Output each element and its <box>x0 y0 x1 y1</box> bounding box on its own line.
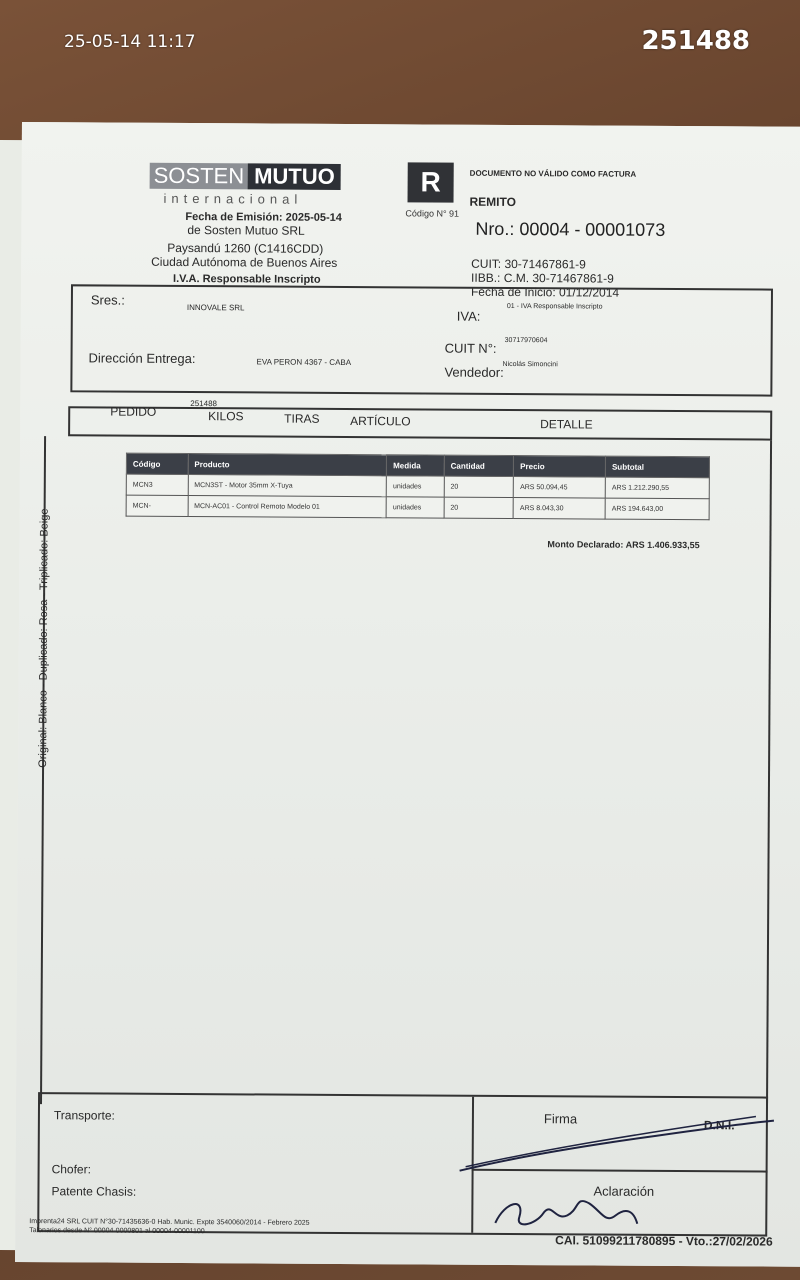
not-valid-notice: DOCUMENTO NO VÁLIDO COMO FACTURA <box>469 168 637 179</box>
cell-medida: unidades <box>386 497 444 518</box>
client-iva-label: IVA: <box>456 308 481 324</box>
cell-cantidad: 20 <box>444 476 514 497</box>
copy-color-note: Original: Blanco - Duplicado: Rosa - Triplicado: Beige <box>37 508 51 768</box>
document-number-label: Nro.: 00004 - <box>475 218 581 240</box>
col-codigo: Código <box>126 453 188 474</box>
issuer-start-date: Fecha de Inicio: 01/12/2014 <box>470 284 620 300</box>
remito-document <box>15 122 800 1267</box>
patente-label: Patente Chasis: <box>51 1184 137 1199</box>
transporte-label: Transporte: <box>53 1108 115 1123</box>
kilos-label: KILOS <box>208 409 244 424</box>
client-name: INNOVALE SRL <box>186 303 245 313</box>
detalle-label: DETALLE <box>540 417 593 432</box>
dni-label: D.N.I. <box>703 1118 735 1133</box>
signature-scribble <box>455 1105 776 1237</box>
table-row <box>126 495 709 520</box>
declared-amount: Monto Declarado: ARS 1.406.933,55 <box>547 539 700 551</box>
emission-date: Fecha de Emisión: 2025-05-14 <box>185 211 342 224</box>
articulo-label: ARTÍCULO <box>350 414 411 429</box>
col-cantidad: Cantidad <box>444 455 514 476</box>
pedido-value: 251488 <box>190 399 218 409</box>
client-cuit-value: 30717970604 <box>504 336 548 345</box>
logo-subtitle: internacional <box>163 190 303 207</box>
items-table <box>126 453 710 521</box>
client-iva-value: 01 - IVA Responsable Inscripto <box>506 302 603 311</box>
document-body-frame <box>40 436 772 1108</box>
cell-subtotal: ARS 194.643,00 <box>605 498 709 520</box>
col-precio: Precio <box>514 456 606 478</box>
cell-precio: ARS 50.094,45 <box>514 477 606 499</box>
company-address-line2: Ciudad Autónoma de Buenos Aires <box>151 254 338 270</box>
chofer-label: Chofer: <box>51 1162 92 1177</box>
cell-producto: MCN3ST - Motor 35mm X-Tuya <box>188 475 387 497</box>
columns-bar <box>68 406 772 440</box>
company-address-line1: Paysandú 1260 (C1416CDD) <box>167 240 324 256</box>
delivery-address-label: Dirección Entrega: <box>88 350 196 367</box>
logo-left-text: SOSTEN <box>150 163 249 190</box>
tiras-label: TIRAS <box>284 411 320 426</box>
photo-timestamp: 25-05-14 11:17 <box>64 32 196 52</box>
issuer-cuit: CUIT: 30-71467861-9 <box>471 256 586 272</box>
cell-codigo: MCN3 <box>126 474 188 495</box>
document-number <box>475 219 665 241</box>
issuer-iibb: IIBB.: C.M. 30-71467861-9 <box>471 270 614 286</box>
document-type: REMITO <box>469 194 517 210</box>
document-number-value: 00001073 <box>585 219 666 240</box>
photo-id-label: 251488 <box>641 26 750 56</box>
printer-info-line2: Talonarios desde N° 00004-0000801 al 00004-00001100 <box>29 1227 205 1236</box>
col-producto: Producto <box>188 454 387 476</box>
col-subtotal: Subtotal <box>605 456 709 478</box>
delivery-address-value: EVA PERON 4367 - CABA <box>256 357 352 368</box>
seller-value: Nicolás Simoncini <box>502 360 558 369</box>
document-code: Código N° 91 <box>405 208 460 219</box>
seller-label: Vendedor: <box>444 364 504 380</box>
pedido-label: PEDIDO <box>110 404 157 419</box>
cell-producto: MCN-AC01 - Control Remoto Modelo 01 <box>188 496 387 518</box>
company-logo <box>149 163 345 207</box>
company-name: de Sosten Mutuo SRL <box>187 223 305 238</box>
printer-info-line1: Imprenta24 SRL CUIT N°30-71435636-0 Hab. Munic. Expte 3540060/2014 - Febrero 2025 <box>29 1218 310 1227</box>
client-sres-label: Sres.: <box>90 292 125 308</box>
company-iva-condition: I.V.A. Responsable Inscripto <box>173 272 321 286</box>
client-cuit-label: CUIT N°: <box>444 340 497 356</box>
col-medida: Medida <box>387 455 445 476</box>
cell-codigo: MCN- <box>126 495 188 516</box>
firma-label: Firma <box>543 1111 578 1127</box>
logo-right-text: MUTUO <box>248 163 341 190</box>
aclaracion-label: Aclaración <box>593 1183 655 1199</box>
cell-precio: ARS 8.043,30 <box>513 498 605 520</box>
cell-subtotal: ARS 1.212.290,55 <box>605 477 709 499</box>
cell-medida: unidades <box>386 476 444 497</box>
client-box <box>70 284 773 396</box>
document-letter: R <box>408 162 454 202</box>
cai-number: CAI. 51099211780895 - Vto.:27/02/2026 <box>555 1233 773 1249</box>
cell-cantidad: 20 <box>444 497 514 518</box>
